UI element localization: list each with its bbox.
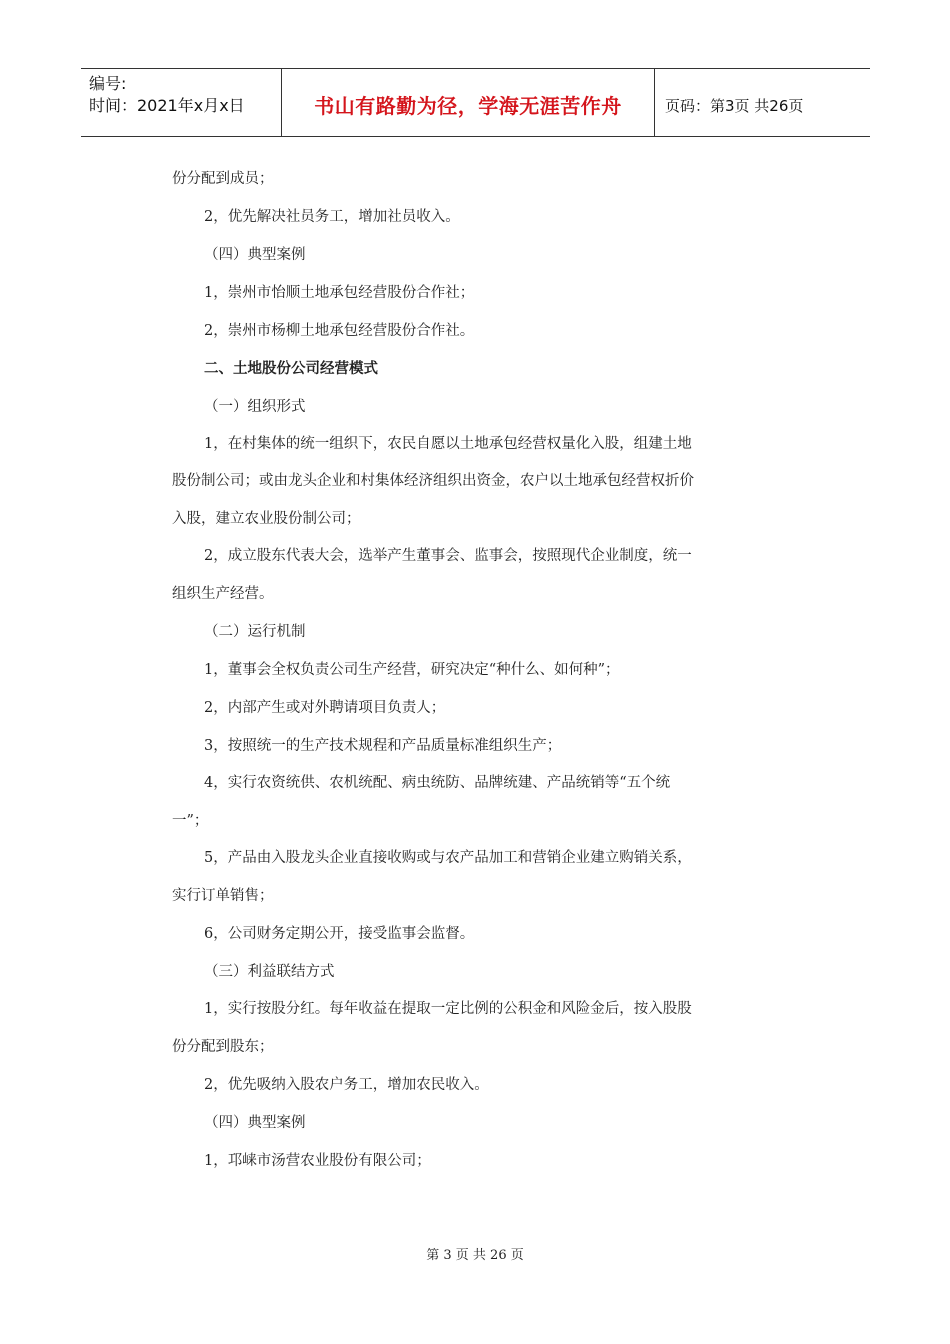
paragraph-line: 入股，建立农业股份制公司； [172,511,361,527]
list-item: 4，实行农资统供、农机统配、病虫统防、品牌统建、产品统销等“五个统 [204,775,671,791]
paragraph-continuation: 份分配到成员； [172,171,274,187]
header-motto: 书山有路勤为径，学海无涯苦作舟 [282,69,655,136]
document-date-label: 时间：2021年x月x日 [89,96,245,115]
subsection-heading: （二）运行机制 [204,624,306,640]
list-item: 1，董事会全权负责公司生产经营，研究决定“种什么、如何种”； [204,662,620,678]
header-meta [81,69,282,136]
list-item: 3，按照统一的生产技术规程和产品质量标准组织生产； [204,738,562,754]
document-body [172,160,777,1180]
paragraph-line: 股份制公司；或由龙头企业和村集体经济组织出资金，农户以土地承包经营权折价 [172,473,694,489]
paragraph-line: 2，成立股东代表大会，选举产生董事会、监事会，按照现代企业制度，统一 [204,548,692,564]
subsection-heading: （四）典型案例 [204,247,306,263]
paragraph-line: 份分配到股东； [172,1039,274,1055]
subsection-heading: （一）组织形式 [204,399,306,415]
list-item: 5，产品由入股龙头企业直接收购或与农产品加工和营销企业建立购销关系， [204,850,692,866]
list-item: 1，邛崃市汤营农业股份有限公司； [204,1153,431,1169]
subsection-heading: （四）典型案例 [204,1115,306,1131]
list-item: 2，崇州市杨柳土地承包经营股份合作社。 [204,323,475,339]
paragraph-line: 1，在村集体的统一组织下，农民自愿以土地承包经营权量化入股，组建土地 [204,436,692,452]
list-item: 1，崇州市怡顺土地承包经营股份合作社； [204,285,475,301]
page-header [81,68,870,137]
list-item: 1，实行按股分红。每年收益在提取一定比例的公积金和风险金后，按入股股 [204,1001,692,1017]
header-page-info: 页码：第3页 共26页 [665,97,804,115]
subsection-heading: （三）利益联结方式 [204,964,335,980]
section-heading: 二、土地股份公司经营模式 [204,361,378,377]
page-footer: 第 3 页 共 26 页 [426,1248,524,1263]
document-number-label: 编号: [89,74,127,93]
list-item: 2，内部产生或对外聘请项目负责人； [204,700,446,716]
paragraph-line: 实行订单销售； [172,888,274,904]
paragraph-line: 一”； [172,813,209,829]
list-item: 6，公司财务定期公开，接受监事会监督。 [204,926,475,942]
list-item: 2，优先吸纳入股农户务工，增加农民收入。 [204,1077,489,1093]
list-item: 2，优先解决社员务工，增加社员收入。 [204,209,460,225]
paragraph-line: 组织生产经营。 [172,586,274,602]
